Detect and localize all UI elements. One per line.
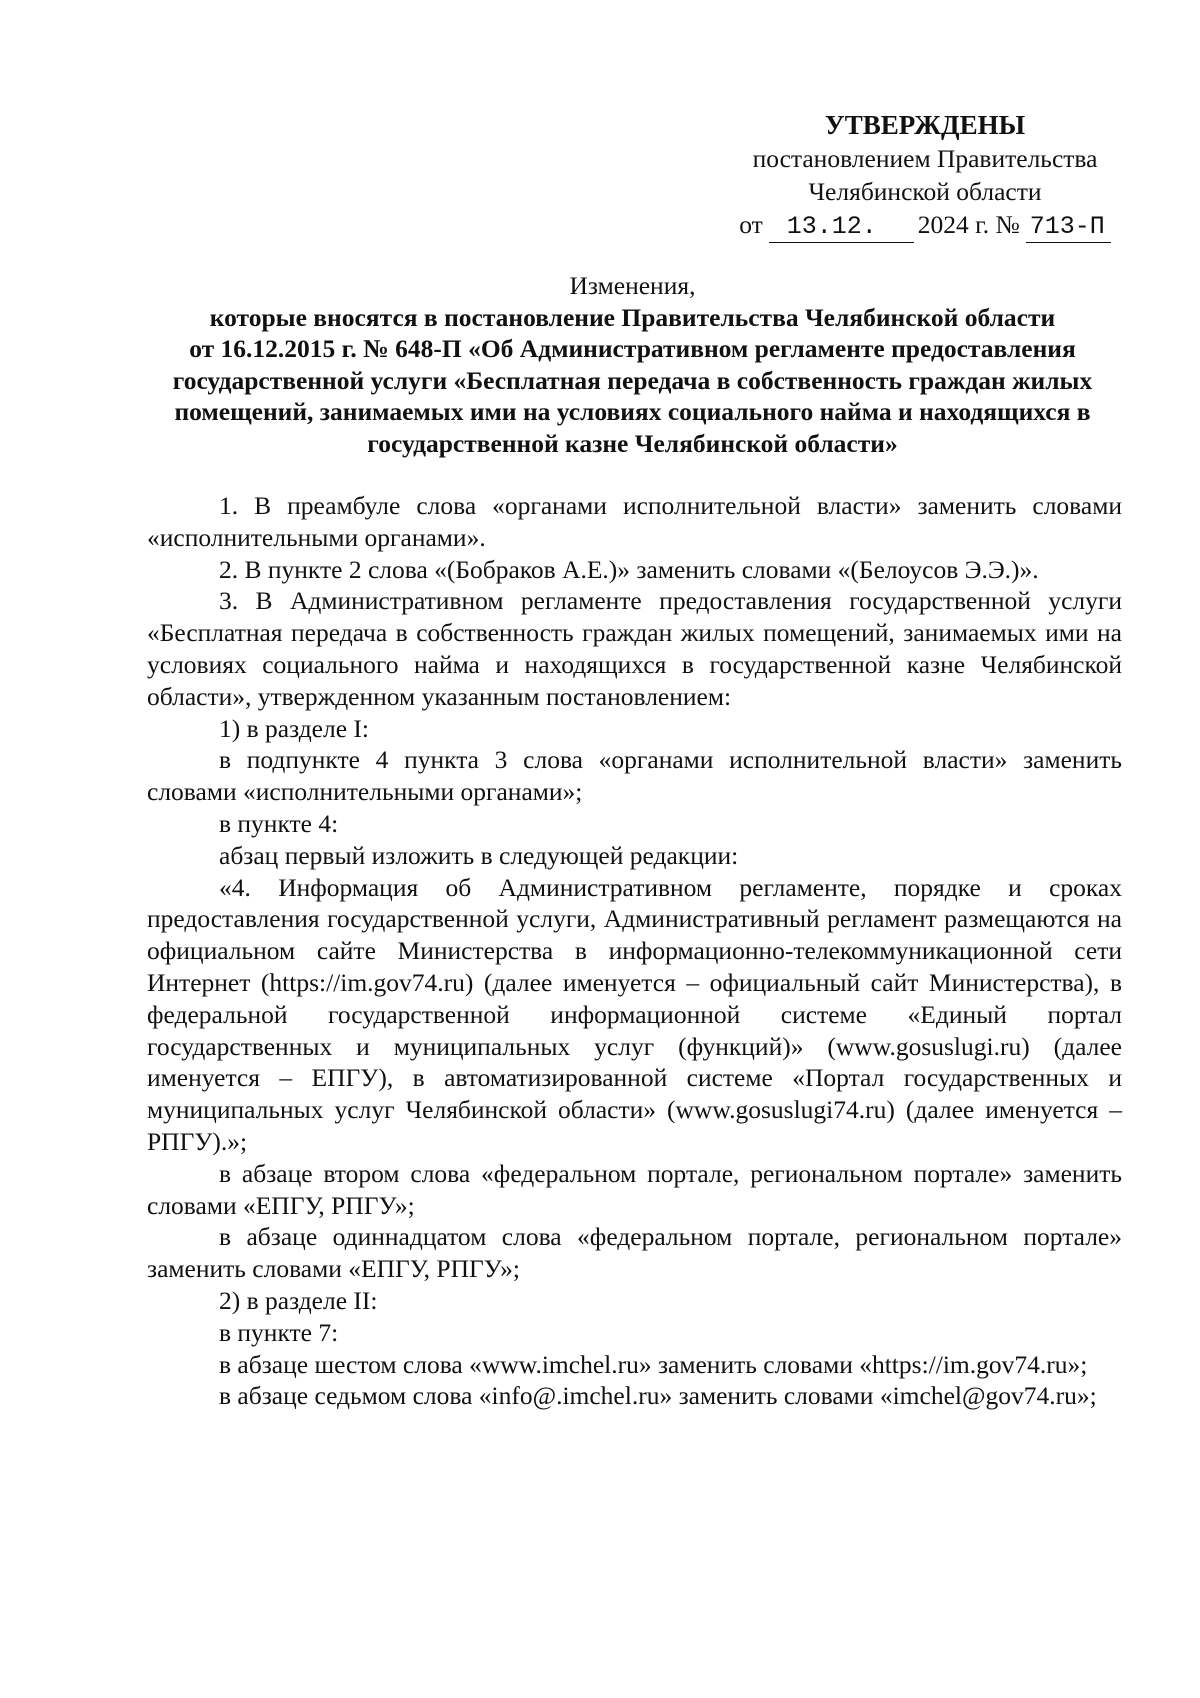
- body-paragraph: в абзаце шестом слова «www.imchel.ru» заменить словами «https://im.gov74.ru»;: [219, 1349, 1088, 1379]
- heading-line: помещений, занимаемых ими на условиях социального найма и находящихся в: [174, 397, 1091, 426]
- approval-title: УТВЕРЖДЕНЫ: [824, 110, 1026, 140]
- body-paragraph: 2) в разделе II:: [219, 1285, 378, 1315]
- body-paragraph: 3. В Административном регламенте предоставления государственной услуги «Бесплатная передача в собственность граждан жилых помещений, занимаемых ими на условиях социального найма и находящихся в государственной казне Челябинской области», утвержденном указанным постановлением:: [147, 586, 1122, 711]
- document-heading: [135, 270, 1130, 459]
- approval-year-number-label: 2024 г. №: [917, 210, 1020, 239]
- approval-from-prefix: от: [739, 210, 763, 239]
- approval-number-field: 713-П: [1026, 213, 1111, 243]
- body-paragraph: 2. В пункте 2 слова «(Бобраков А.Е.)» заменить словами «(Белоусов Э.Э.)».: [219, 554, 1039, 584]
- approval-line-1: постановлением Правительства: [752, 144, 1098, 173]
- approval-date-line: [725, 208, 1125, 243]
- body-paragraph: в абзаце седьмом слова «info@.imchel.ru» заменить словами «imchel@gov74.ru»;: [219, 1381, 1097, 1411]
- body-paragraph: «4. Информация об Административном регламенте, порядке и сроках предоставления государственной услуги, Административный регламент размещаются на официальном сайте Министерства в информационно-телекоммуникационной сети Интернет (https://im.gov74.ru) (далее именуется – официальный сайт Министерства), в федеральной государственной информационной системе «Единый портал государственных и муниципальных услуг (функций)» (www.gosuslugi.ru) (далее именуется – ЕПГУ), в автоматизированной системе «Портал государственных и муниципальных услуг Челябинской области» (www.gosuslugi74.ru) (далее именуется – РПГУ).»;: [147, 872, 1122, 1156]
- body-paragraph: абзац первый изложить в следующей редакции:: [219, 840, 739, 870]
- body-paragraph: в подпункте 4 пункта 3 слова «органами исполнительной власти» заменить словами «исполнительными органами»;: [147, 745, 1122, 807]
- approval-block: [725, 109, 1125, 243]
- body-paragraph: в абзаце одиннадцатом слова «федеральном портале, региональном портале» заменить словами «ЕПГУ, РПГУ»;: [147, 1222, 1122, 1284]
- heading-line: которые вносятся в постановление Правительства Челябинской области: [209, 302, 1056, 332]
- body-paragraph: 1) в разделе I:: [219, 713, 369, 743]
- heading-line: от 16.12.2015 г. № 648-П «Об Административном регламенте предоставления: [189, 334, 1076, 363]
- heading-line: государственной казне Челябинской области»: [367, 428, 898, 458]
- approval-date-field: 13.12.: [769, 213, 914, 243]
- document-body: [147, 490, 1122, 1412]
- body-paragraph: в пункте 7:: [219, 1317, 339, 1347]
- approval-line-2: Челябинской области: [808, 177, 1042, 206]
- body-paragraph: в абзаце втором слова «федеральном портале, региональном портале» заменить словами «ЕПГУ, РПГУ»;: [147, 1158, 1122, 1220]
- body-paragraph: в пункте 4:: [219, 808, 339, 838]
- body-paragraph: 1. В преамбуле слова «органами исполнительной власти» заменить словами «исполнительными органами».: [147, 491, 1122, 552]
- heading-title: Изменения,: [569, 271, 696, 300]
- heading-line: государственной услуги «Бесплатная передача в собственность граждан жилых: [172, 365, 1093, 395]
